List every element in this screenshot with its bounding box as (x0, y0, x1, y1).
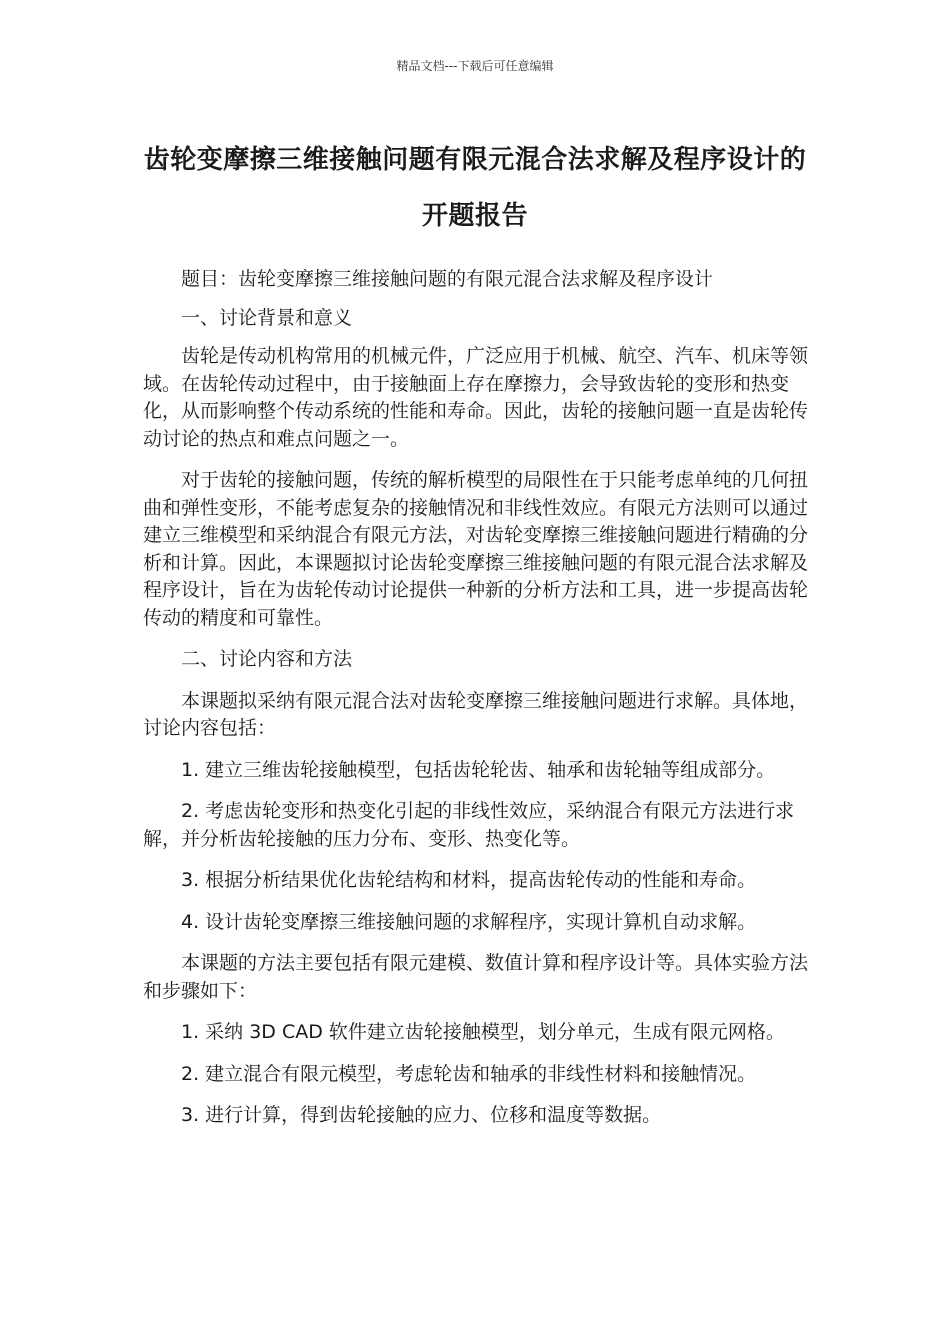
list-item-step-3: 3. 进行计算，得到齿轮接触的应力、位移和温度等数据。 (181, 1104, 662, 1126)
list-item-content-4: 4. 设计齿轮变摩擦三维接触问题的求解程序，实现计算机自动求解。 (181, 910, 757, 933)
page-header: 精品文档---下载后可任意编辑 (396, 59, 554, 73)
document-title: 齿轮变摩擦三维接触问题有限元混合法求解及程序设计的开题报告 (143, 145, 807, 231)
paragraph-content-intro: 本课题拟采纳有限元混合法对齿轮变摩擦三维接触问题进行求解。具体地，讨论内容包括： (143, 689, 809, 739)
list-item-content-3: 3. 根据分析结果优化齿轮结构和材料，提高齿轮传动的性能和寿命。 (181, 869, 757, 891)
paragraph-method-intro: 本课题的方法主要包括有限元建模、数值计算和程序设计等。具体实验方法和步骤如下： (143, 952, 809, 1002)
list-item-content-2: 2. 考虑齿轮变形和热变化引起的非线性效应，采纳混合有限元方法进行求解，并分析齿轮接触的压力分布、变形、热变化等。 (143, 800, 795, 850)
list-item-step-2: 2. 建立混合有限元模型，考虑轮齿和轴承的非线性材料和接触情况。 (181, 1062, 757, 1085)
section-heading-background: 一、讨论背景和意义 (181, 306, 353, 329)
list-item-content-1: 1. 建立三维齿轮接触模型，包括齿轮轮齿、轴承和齿轮轴等组成部分。 (181, 758, 776, 781)
paragraph-background-1: 齿轮是传动机构常用的机械元件，广泛应用于机械、航空、汽车、机床等领域。在齿轮传动过程中，由于接触面上存在摩擦力，会导致齿轮的变形和热变化，从而影响整个传动系统的性能和寿命。因此，齿轮的接触问题一直是齿轮传动讨论的热点和难点问题之一。 (143, 345, 809, 450)
topic-line: 题目：齿轮变摩擦三维接触问题的有限元混合法求解及程序设计 (181, 268, 714, 290)
document-body (143, 266, 811, 1144)
section-heading-content: 二、讨论内容和方法 (181, 648, 353, 670)
list-item-step-1: 1. 采纳 3D CAD 软件建立齿轮接触模型，划分单元，生成有限元网格。 (181, 1021, 785, 1043)
paragraph-background-2: 对于齿轮的接触问题，传统的解析模型的局限性在于只能考虑单纯的几何扭曲和弹性变形，不能考虑复杂的接触情况和非线性效应。有限元方法则可以通过建立三维模型和采纳混合有限元方法，对齿轮变摩擦三维接触问题进行精确的分析和计算。因此，本课题拟讨论齿轮变摩擦三维接触问题的有限元混合法求解及程序设计，旨在为齿轮传动讨论提供一种新的分析方法和工具，进一步提高齿轮传动的精度和可靠性。 (143, 469, 809, 629)
